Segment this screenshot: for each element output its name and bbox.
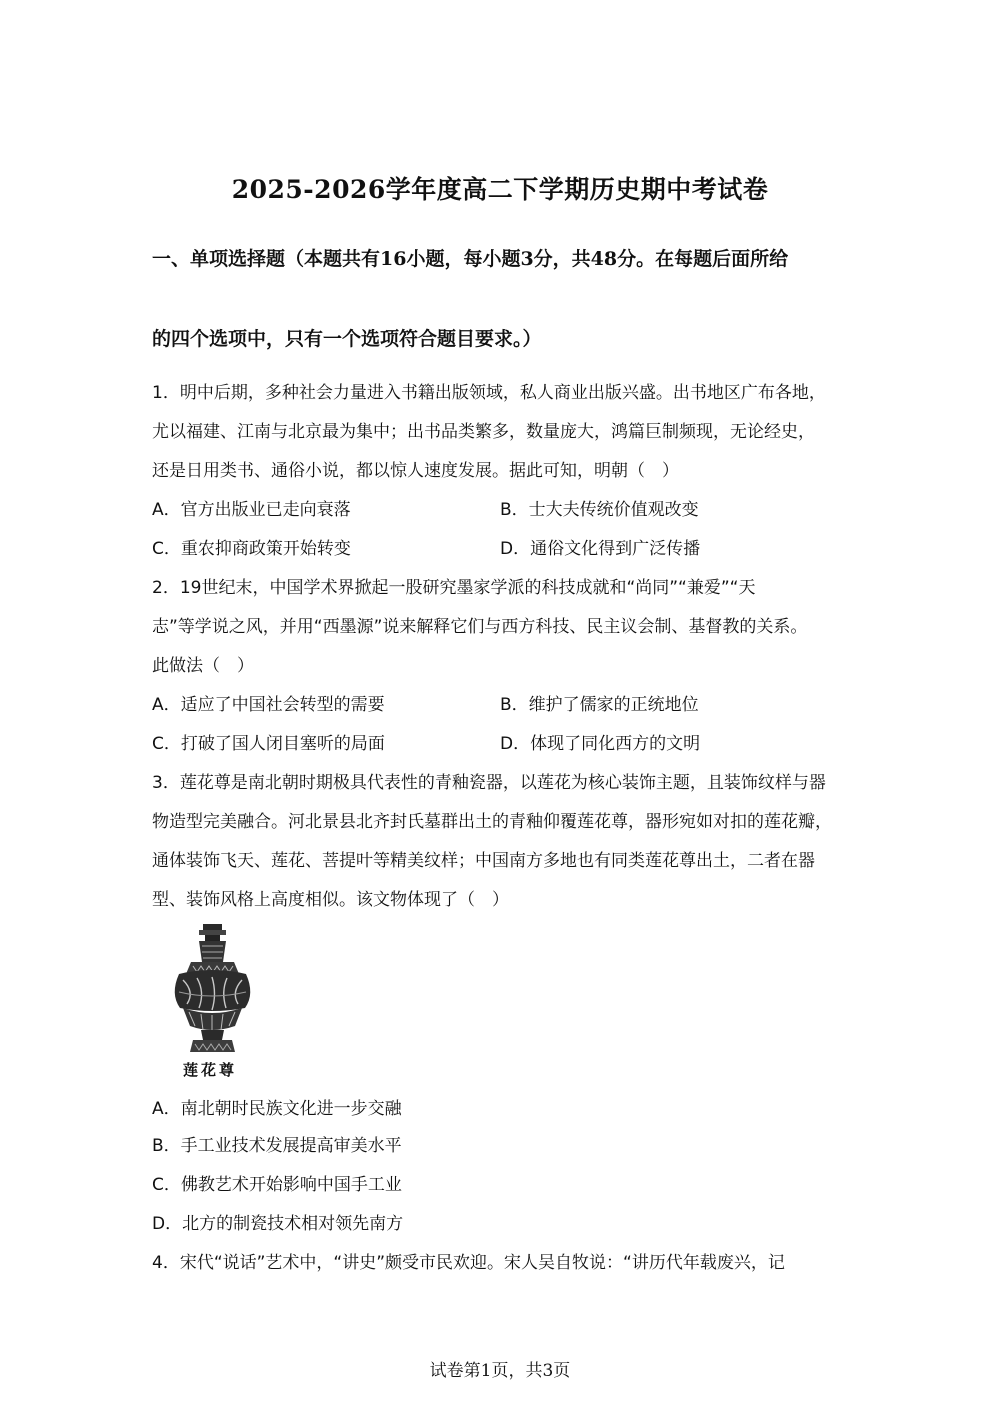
q3-text-line2: 物造型完美融合。河北景县北齐封氏墓群出土的青釉仰覆莲花尊，器形宛如对扣的莲花瓣， xyxy=(152,812,832,832)
section-heading-line1: 一、单项选择题（本题共有16小题，每小题3分，共48分。在每题后面所给 xyxy=(152,248,789,270)
q3-text-line3: 通体装饰飞天、莲花、菩提叶等精美纹样；中国南方多地也有同类莲花尊出土，二者在器 xyxy=(152,851,815,871)
lotus-vase-image xyxy=(165,922,260,1062)
q1-text-line1: 1．明中后期，多种社会力量进入书籍出版领域，私人商业出版兴盛。出书地区广布各地， xyxy=(152,383,826,403)
q2-option-b[interactable]: B．维护了儒家的正统地位 xyxy=(500,695,699,715)
q3-text-line1: 3．莲花尊是南北朝时期极具代表性的青釉瓷器，以莲花为核心装饰主题，且装饰纹样与器 xyxy=(152,773,826,793)
q2-option-c[interactable]: C．打破了国人闭目塞听的局面 xyxy=(152,734,385,754)
q2-text-line2: 志”等学说之风，并用“西墨源”说来解释它们与西方科技、民主议会制、基督教的关系。 xyxy=(152,617,808,637)
q2-text-line1: 2．19世纪末，中国学术界掀起一股研究墨家学派的科技成就和“尚同”“兼爱”“天 xyxy=(152,578,756,598)
q3-option-d[interactable]: D．北方的制瓷技术相对领先南方 xyxy=(152,1214,404,1234)
page-title: 2025-2026学年度高二下学期历史期中考试卷 xyxy=(231,175,769,204)
section-heading-line2: 的四个选项中，只有一个选项符合题目要求。） xyxy=(152,328,542,350)
q1-option-d[interactable]: D．通俗文化得到广泛传播 xyxy=(500,539,701,559)
q3-option-a[interactable]: A．南北朝时民族文化进一步交融 xyxy=(152,1099,402,1119)
q1-text-line2: 尤以福建、江南与北京最为集中；出书品类繁多，数量庞大，鸿篇巨制频现，无论经史， xyxy=(152,422,815,442)
page-footer: 试卷第1页，共3页 xyxy=(429,1361,571,1381)
q2-option-a[interactable]: A．适应了中国社会转型的需要 xyxy=(152,695,385,715)
q1-option-a[interactable]: A．官方出版业已走向衰落 xyxy=(152,500,351,520)
q2-option-d[interactable]: D．体现了同化西方的文明 xyxy=(500,734,701,754)
image-caption: 莲花尊 xyxy=(183,1061,238,1079)
q1-text-line3: 还是日用类书、通俗小说，都以惊人速度发展。据此可知，明朝（ ） xyxy=(152,461,679,481)
q1-option-b[interactable]: B．士大夫传统价值观改变 xyxy=(500,500,699,520)
q4-text-line1: 4．宋代“说话”艺术中，“讲史”颇受市民欢迎。宋人吴自牧说：“讲历代年载废兴，记 xyxy=(152,1253,785,1273)
q2-text-line3: 此做法（ ） xyxy=(152,656,254,676)
q3-option-b[interactable]: B．手工业技术发展提高审美水平 xyxy=(152,1136,402,1156)
q3-text-line4: 型、装饰风格上高度相似。该文物体现了（ ） xyxy=(152,890,509,910)
q1-option-c[interactable]: C．重农抑商政策开始转变 xyxy=(152,539,351,559)
q3-option-c[interactable]: C．佛教艺术开始影响中国手工业 xyxy=(152,1175,402,1195)
